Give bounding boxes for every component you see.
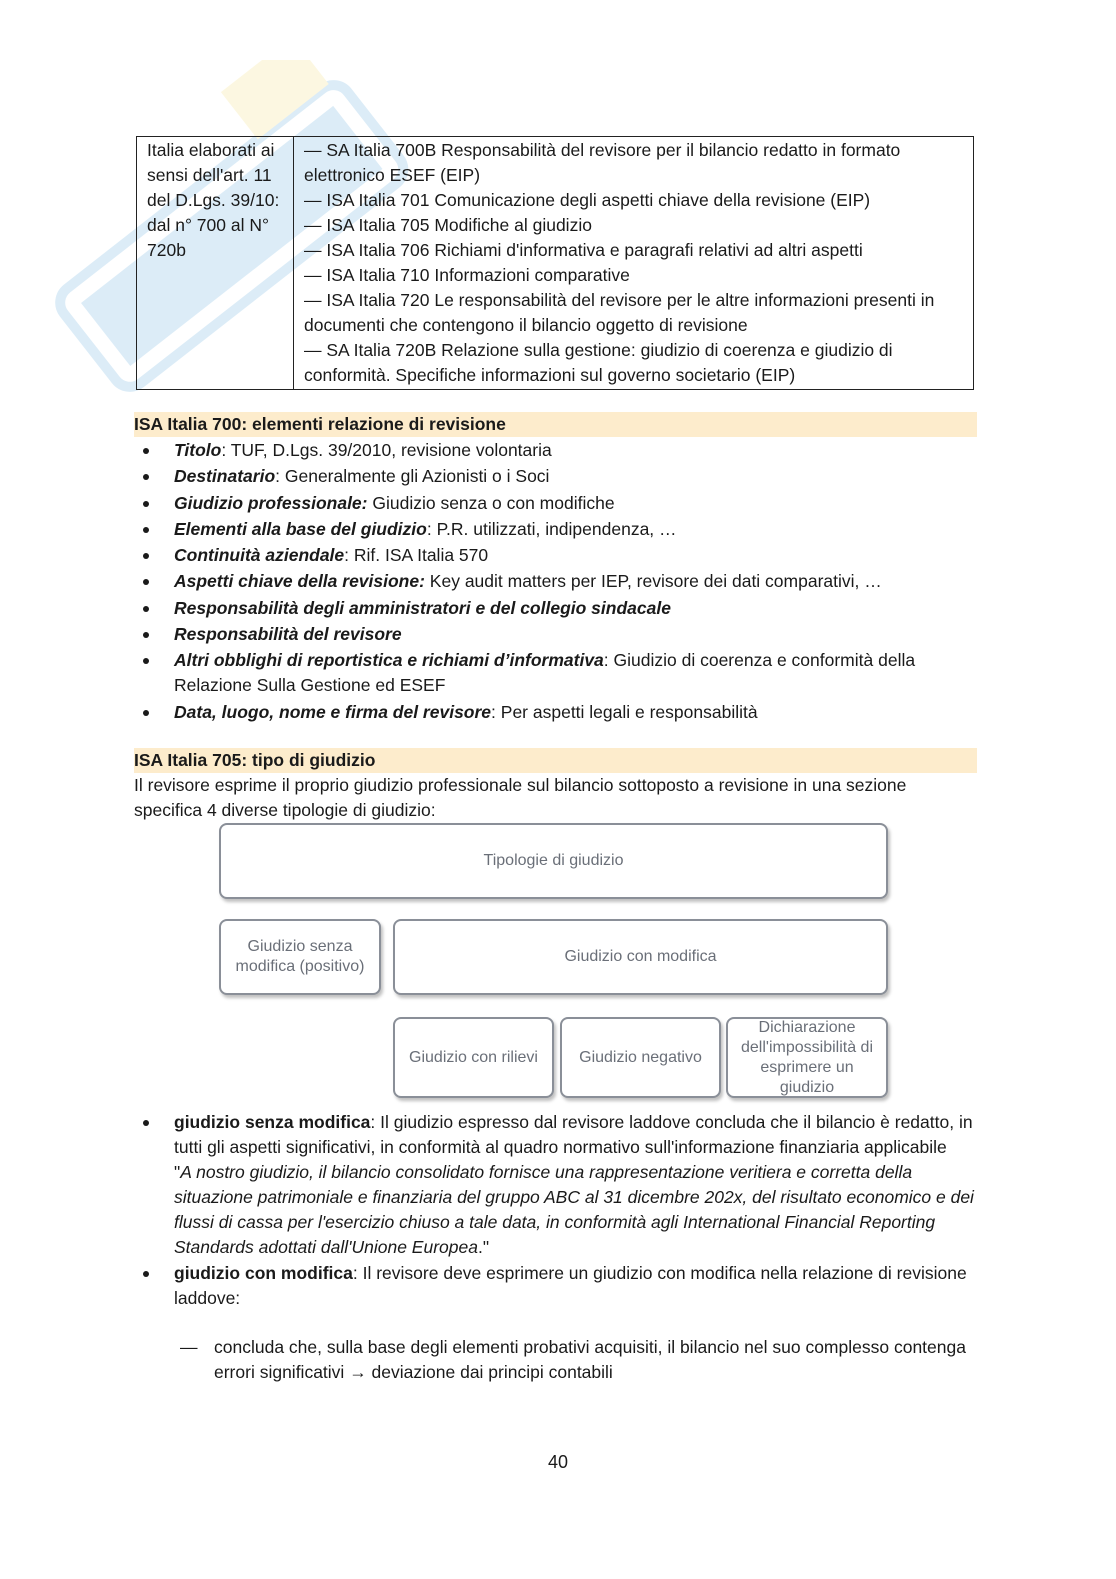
table-line: — SA Italia 720B Relazione sulla gestione: giudizio di coerenza e giudizio di conformità. Specifiche informazioni sul governo societario (EIP): [304, 340, 893, 385]
list-item: [134, 438, 977, 463]
item-text: : Rif. ISA Italia 570: [344, 545, 489, 566]
dash-text: concluda che, sulla base degli elementi probativi acquisiti, il bilancio nel suo complesso contenga errori significativi: [214, 1337, 966, 1382]
list-item: [134, 491, 977, 516]
item-text: : Il giudizio espresso dal revisore laddove concluda che il bilancio è redatto, in tutti gli aspetti significativi, in conformità al quadro normativo sull'informazione finanziaria applicabile: [174, 1112, 973, 1157]
table-line: — ISA Italia 705 Modifiche al giudizio: [304, 215, 592, 235]
quote-close: .": [477, 1237, 490, 1257]
item-text: : Il revisore deve esprimere un giudizio con modifica nella relazione di revisione laddove:: [174, 1263, 967, 1309]
standards-table: [136, 136, 974, 390]
item-text: : P.R. utilizzati, indipendenza, …: [426, 518, 677, 539]
item-term: Destinatario: [174, 466, 276, 487]
diagram-unmodified-box: Giudizio senza modifica (positivo): [219, 919, 381, 995]
table-line: — ISA Italia 701 Comunicazione degli aspetti chiave della revisione (EIP): [304, 190, 871, 210]
table-line: — ISA Italia 706 Richiami d'informativa e paragrafi relativi ad altri aspetti: [304, 240, 863, 260]
item-text: Key audit matters per IEP, revisore dei dati comparativi, …: [424, 571, 882, 592]
section-intro: Il revisore esprime il proprio giudizio professionale sul bilancio sottoposto a revisione in una sezione specifica 4 diverse tipologie di giudizio:: [134, 775, 907, 820]
table-line: — ISA Italia 710 Informazioni comparative: [304, 265, 630, 285]
arrow-icon: →: [349, 1362, 367, 1382]
list-item: [134, 1261, 977, 1311]
opinion-quote: A nostro giudizio, il bilancio consolidato fornisce una rappresentazione veritiera e corretta della situazione patrimoniale e finanziaria del gruppo ABC al 31 dicembre 202x, del risultato economico e dei flussi di cassa per l'esercizio chiuso a tale data, in conformità agli International Financial Reporting Standards adottati dall'Unione Europea: [174, 1162, 974, 1257]
item-text: : Giudizio di coerenza e conformità della Relazione Sulla Gestione ed ESEF: [174, 650, 916, 696]
page-number: 40: [547, 1452, 569, 1472]
table-line: — ISA Italia 720 Le responsabilità del revisore per le altre informazioni presenti in documenti che contengono il bilancio oggetto di revisione: [304, 290, 935, 335]
diagram-adverse-box: Giudizio negativo: [560, 1017, 721, 1098]
list-item: [134, 596, 977, 621]
list-item: [134, 517, 977, 542]
item-term: Data, luogo, nome e firma del revisore: [174, 701, 492, 722]
item-text: : TUF, D.Lgs. 39/2010, revisione volontaria: [221, 440, 552, 460]
diagram-qualified-box: Giudizio con rilievi: [393, 1017, 554, 1098]
item-text: : Per aspetti legali e responsabilità: [491, 701, 758, 722]
list-item: [134, 569, 977, 594]
list-item: [134, 648, 977, 698]
list-item: [134, 700, 977, 725]
item-term: Responsabilità del revisore: [174, 624, 402, 645]
item-term: Altri obblighi di reportistica e richiami d’informativa: [174, 650, 604, 671]
section-heading-isa700: ISA Italia 700: elementi relazione di revisione: [134, 412, 977, 437]
dash-text: deviazione dai principi contabili: [366, 1362, 613, 1382]
dash-item: [180, 1335, 1004, 1385]
item-text: : Generalmente gli Azionisti o i Soci: [275, 466, 550, 487]
item-term: Elementi alla base del giudizio: [174, 518, 427, 539]
list-item: [134, 622, 977, 647]
item-text: Giudizio senza o con modifiche: [367, 492, 615, 513]
list-item: [134, 543, 977, 568]
item-term: giudizio con modifica: [174, 1263, 353, 1284]
item-term: Aspetti chiave della revisione:: [174, 571, 425, 592]
item-term: Giudizio professionale:: [174, 492, 368, 513]
table-right-cell: [294, 137, 974, 390]
dash-marker: —: [180, 1337, 198, 1357]
quote-open: ": [174, 1162, 181, 1182]
item-term: giudizio senza modifica: [174, 1112, 371, 1132]
diagram-root-box: Tipologie di giudizio: [219, 823, 888, 899]
report-elements-list: [134, 438, 977, 726]
item-term: Titolo: [174, 440, 222, 460]
opinion-types-list: [134, 1110, 977, 1313]
section-heading-isa705: ISA Italia 705: tipo di giudizio: [134, 748, 977, 773]
item-term: Continuità aziendale: [174, 545, 345, 566]
table-left-cell: Italia elaborati ai sensi dell'art. 11 del D.Lgs. 39/10: dal n° 700 al N° 720b: [137, 137, 294, 390]
diagram-disclaimer-box: Dichiarazione dell'impossibilità di esprimere un giudizio: [726, 1017, 888, 1098]
item-term: Responsabilità degli amministratori e del collegio sindacale: [174, 597, 671, 618]
table-line: — SA Italia 700B Responsabilità del revisore per il bilancio redatto in formato elettronico ESEF (EIP): [304, 140, 901, 185]
list-item: [134, 464, 977, 489]
diagram-modified-box: Giudizio con modifica: [393, 919, 888, 995]
list-item: [134, 1110, 977, 1260]
